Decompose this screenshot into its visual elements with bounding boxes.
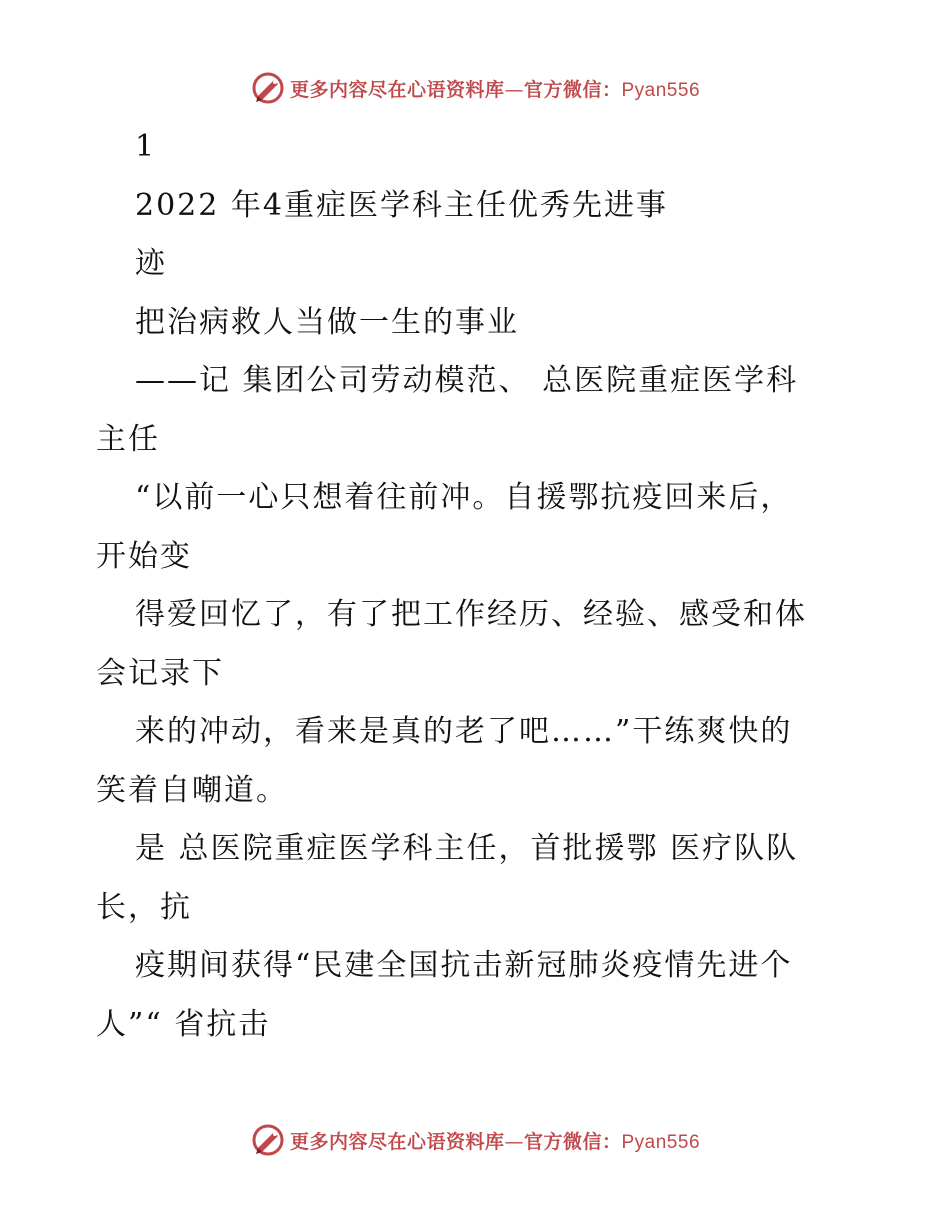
watermark-separator: —: [504, 78, 524, 101]
header-watermark: [0, 68, 950, 108]
text-line: 来的冲动，看来是真的老了吧……”干练爽快的: [135, 714, 793, 749]
watermark-suffix: 官方微信：: [523, 1130, 622, 1153]
text-line: 笑着自嘲道。: [96, 772, 288, 808]
text-line: 会记录下: [96, 655, 224, 691]
text-line: 疫期间获得“民建全国抗击新冠肺炎疫情先进个: [135, 948, 793, 983]
text-line: 迹: [135, 246, 167, 281]
watermark-brand: 更多内容尽在心语资料库: [289, 78, 505, 101]
text-line: 2022 年4重症医学科主任优秀先进事: [135, 187, 668, 223]
text-line: 主任: [96, 421, 160, 457]
text-line: 得爱回忆了，有了把工作经历、经验、感受和体: [135, 597, 807, 632]
watermark-text: [290, 75, 700, 102]
document-body: [96, 118, 856, 1054]
text-line: 开始变: [96, 538, 192, 574]
watermark-handle: Pyan556: [621, 1131, 701, 1153]
text-line: 把治病救人当做一生的事业: [135, 304, 519, 340]
text-line: 长，抗: [96, 889, 192, 925]
pen-logo-icon: [250, 70, 286, 106]
text-line: “以前一心只想着往前冲。自援鄂抗疫回来后，: [135, 480, 793, 515]
watermark-suffix: 官方微信：: [523, 78, 622, 101]
watermark-handle: Pyan556: [621, 79, 701, 101]
footer-watermark: [0, 1120, 950, 1160]
watermark-text: [290, 1127, 700, 1154]
watermark-brand: 更多内容尽在心语资料库: [289, 1130, 505, 1153]
text-line: 人”“ 省抗击: [96, 1006, 271, 1042]
watermark-separator: —: [504, 1130, 524, 1153]
text-line: ——记 集团公司劳动模范、 总医院重症医学科: [135, 363, 799, 398]
text-line: 是 总医院重症医学科主任，首批援鄂 医疗队队: [135, 831, 799, 866]
pen-logo-icon: [250, 1122, 286, 1158]
text-line: 1: [135, 129, 157, 164]
